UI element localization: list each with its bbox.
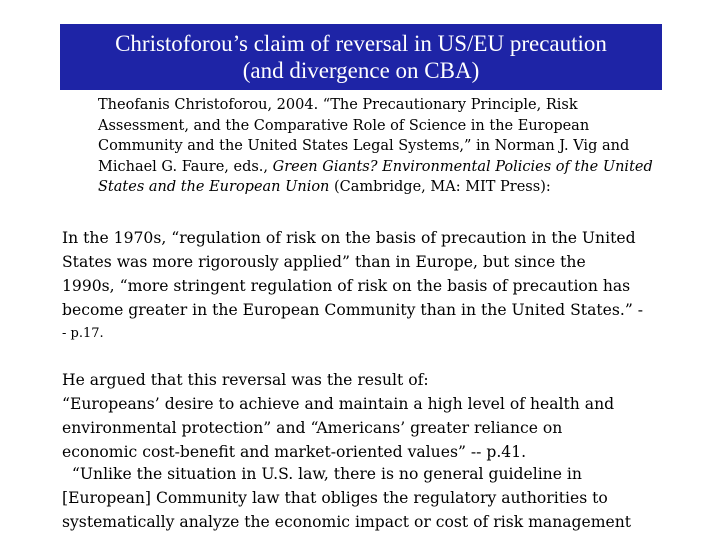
citation-line-1: Theofanis Christoforou, 2004. “The Precautionary Principle, Risk bbox=[98, 97, 578, 113]
paragraph-reversal-claim bbox=[62, 226, 682, 346]
paragraph-line: environmental protection” and “Americans’ greater reliance on bbox=[62, 419, 563, 437]
slide-title-line-2: (and divergence on CBA) bbox=[242, 58, 480, 83]
citation-book-title-part-2: States and the European Union bbox=[98, 179, 330, 196]
slide-title bbox=[60, 24, 662, 90]
citation-editors: Michael G. Faure, eds., bbox=[98, 158, 273, 175]
paragraph-line: “Europeans’ desire to achieve and maintain a high level of health and bbox=[62, 395, 615, 413]
slide-title-line-1: Christoforou’s claim of reversal in US/EU precaution bbox=[115, 31, 607, 56]
paragraph-line: He argued that this reversal was the result of: bbox=[62, 371, 429, 389]
page-reference: - p.17. bbox=[62, 326, 104, 341]
paragraph-line: 1990s, “more stringent regulation of risk on the basis of precaution has bbox=[62, 277, 631, 295]
paragraph-line: In the 1970s, “regulation of risk on the basis of precaution in the United bbox=[62, 229, 636, 247]
paragraph-line: States was more rigorously applied” than in Europe, but since the bbox=[62, 253, 586, 271]
citation-publisher: (Cambridge, MA: MIT Press): bbox=[329, 179, 551, 196]
paragraph-line: “Unlike the situation in U.S. law, there is no general guideline in bbox=[62, 465, 582, 483]
paragraph-community-law bbox=[62, 462, 682, 534]
citation-line-2: Assessment, and the Comparative Role of Science in the European bbox=[98, 117, 590, 134]
paragraph-reversal-cause bbox=[62, 368, 682, 464]
citation bbox=[98, 95, 678, 198]
paragraph-line: economic cost-benefit and market-oriented values” -- p.41. bbox=[62, 443, 527, 461]
paragraph-line: [European] Community law that obliges the regulatory authorities to bbox=[62, 489, 608, 507]
citation-line-5 bbox=[98, 177, 678, 198]
paragraph-line: become greater in the European Community than in the United States.” - bbox=[62, 301, 644, 319]
citation-line-3: Community and the United States Legal Systems,” in Norman J. Vig and bbox=[98, 138, 630, 155]
paragraph-line: systematically analyze the economic impact or cost of risk management bbox=[62, 513, 632, 531]
citation-book-title-part-1: Green Giants? Environmental Policies of the United bbox=[272, 158, 653, 175]
citation-line-4 bbox=[98, 157, 678, 178]
